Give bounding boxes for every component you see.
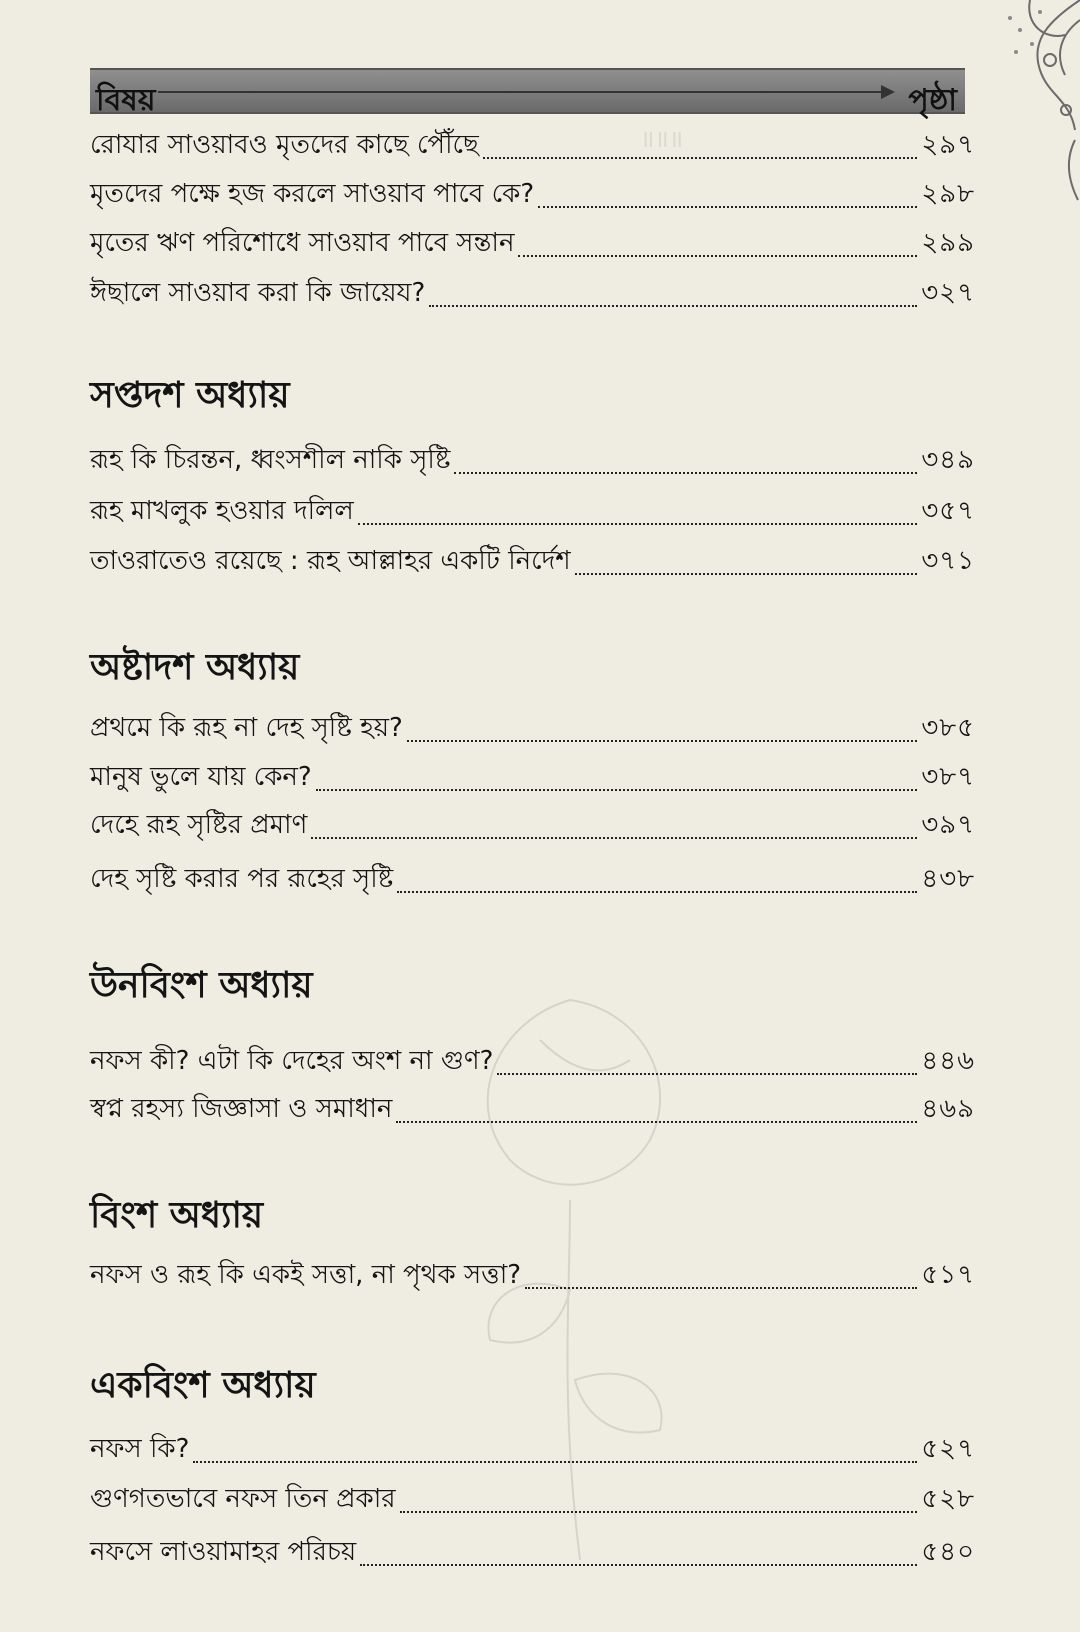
- toc-entry-title: রোযার সাওয়াবও মৃতদের কাছে পৌঁছে: [90, 130, 479, 160]
- dot-leader: [497, 1072, 917, 1075]
- toc-entry-page: ৪৪৬: [921, 1046, 975, 1076]
- toc-entry[interactable]: [90, 177, 975, 217]
- toc-entry-page: ৩৫৭: [921, 496, 975, 526]
- toc-entry-page: ২৯৮: [921, 179, 975, 209]
- toc-entry[interactable]: [90, 544, 975, 584]
- toc-entry-page: ৩৪৯: [921, 445, 975, 475]
- corner-ornament-icon: [970, 0, 1080, 210]
- dot-leader: [316, 788, 918, 791]
- toc-entry-page: ৪৩৮: [921, 864, 975, 894]
- toc-header-bar: [90, 68, 965, 118]
- toc-entry-title: রূহ মাখলুক হওয়ার দলিল: [90, 496, 354, 526]
- toc-entry-title: নফস কী? এটা কি দেহের অংশ না গুণ?: [90, 1046, 494, 1076]
- toc-entry[interactable]: [90, 1432, 975, 1472]
- chapter-heading: বিংশ অধ্যায়: [90, 1195, 264, 1236]
- dot-leader: [429, 304, 917, 307]
- chapter-heading: সপ্তদশ অধ্যায়: [90, 375, 290, 416]
- toc-entry[interactable]: [90, 1482, 975, 1522]
- toc-entry[interactable]: [90, 1092, 975, 1132]
- chapter-heading: একবিংশ অধ্যায়: [90, 1365, 316, 1406]
- dot-leader: [575, 572, 918, 575]
- toc-entry-page: ৩৮৭: [921, 762, 975, 792]
- dot-leader: [193, 1460, 917, 1463]
- dot-leader: [454, 471, 917, 474]
- toc-entry-title: ঈছালে সাওয়াব করা কি জায়েয?: [90, 278, 426, 308]
- toc-entry-title: নফস কি?: [90, 1434, 190, 1464]
- toc-entry-title: নফস ও রূহ কি একই সত্তা, না পৃথক সত্তা?: [90, 1260, 522, 1290]
- toc-entry-title: মৃতের ঋণ পরিশোধে সাওয়াব পাবে সন্তান: [90, 228, 515, 258]
- toc-entry[interactable]: [90, 226, 975, 266]
- dot-leader: [397, 890, 917, 893]
- toc-entry-title: মৃতদের পক্ষে হজ করলে সাওয়াব পাবে কে?: [90, 179, 535, 209]
- dot-leader: [538, 205, 917, 208]
- toc-entry-title: মানুষ ভুলে যায় কেন?: [90, 762, 312, 792]
- dot-leader: [525, 1286, 917, 1289]
- toc-entry-title: তাওরাতেও রয়েছে : রূহ আল্লাহর একটি নির্দেশ: [90, 546, 571, 576]
- toc-entry-page: ২৯৭: [921, 130, 975, 160]
- toc-entry-page: ৫১৭: [921, 1260, 975, 1290]
- toc-entry-title: প্রথমে কি রূহ না দেহ সৃষ্টি হয়?: [90, 713, 403, 743]
- toc-entry-page: ৩২৭: [921, 278, 975, 308]
- toc-entry-page: ৫২৮: [921, 1484, 975, 1514]
- toc-entry[interactable]: [90, 760, 975, 800]
- toc-entry-title: গুণগতভাবে নফস তিন প্রকার: [90, 1484, 396, 1514]
- dot-leader: [396, 1120, 917, 1123]
- page-column-label: পৃষ্ঠা: [908, 83, 957, 118]
- toc-entry[interactable]: [90, 128, 975, 168]
- toc-entry[interactable]: [90, 276, 975, 316]
- toc-entry[interactable]: [90, 443, 975, 483]
- toc-entry-title: দেহ সৃষ্টি করার পর রূহের সৃষ্টি: [90, 864, 394, 894]
- toc-entry[interactable]: [90, 1044, 975, 1084]
- toc-entry[interactable]: [90, 862, 975, 902]
- dot-leader: [400, 1510, 918, 1513]
- toc-entry-page: ৩৭১: [921, 546, 975, 576]
- toc-entry-page: ৩৯৭: [921, 810, 975, 840]
- dot-leader: [360, 1563, 917, 1566]
- toc-entry-page: ৫২৭: [921, 1434, 975, 1464]
- toc-entry[interactable]: [90, 808, 975, 848]
- toc-entry-title: নফসে লাওয়ামাহর পরিচয়: [90, 1537, 357, 1567]
- toc-entry[interactable]: [90, 1258, 975, 1298]
- dot-leader: [407, 739, 918, 742]
- toc-entry-title: রূহ কি চিরন্তন, ধ্বংসশীল নাকি সৃষ্টি: [90, 445, 451, 475]
- toc-entry-page: ৪৬৯: [921, 1094, 975, 1124]
- chapter-heading: অষ্টাদশ অধ্যায়: [90, 647, 300, 688]
- toc-entry[interactable]: [90, 1535, 975, 1575]
- dot-leader: [483, 156, 918, 159]
- dot-leader: [518, 254, 917, 257]
- toc-entry-page: ৩৮৫: [921, 713, 975, 743]
- subject-column-label: বিষয়: [96, 83, 156, 118]
- chapter-heading: উনবিংশ অধ্যায়: [90, 965, 313, 1006]
- toc-entry[interactable]: [90, 494, 975, 534]
- dot-leader: [358, 522, 918, 525]
- toc-entry-page: ২৯৯: [921, 228, 975, 258]
- dot-leader: [311, 836, 917, 839]
- toc-entry-title: স্বপ্ন রহস্য জিজ্ঞাসা ও সমাধান: [90, 1094, 393, 1124]
- toc-entry-page: ৫৪০: [921, 1537, 975, 1567]
- right-arrow-icon: [158, 91, 883, 93]
- book-page: ॥॥॥ বিষয় পৃষ্ঠা রোযার সাওয়াবও মৃতদের কাছে পৌঁছে ২৯৭ মৃতদের পক্ষে হজ করলে সাওয়াব পাবে কে? ২৯৮ মৃতের ঋণ পরিশোধে সাওয়াব পাবে সন্তান ২৯৯ ঈছালে সাওয়াব করা কি জায়েয? ৩২৭ সপ্তদশ অধ্যায় রূহ কি চিরন্তন, ধ্বংসশীল নাকি সৃষ্টি ৩৪৯ রূহ মাখলুক হওয়ার দলিল ৩৫৭ তাওরাতেও রয়েছে : রূহ আল্লাহর একটি নির্দেশ ৩৭১ অষ্টাদশ অধ্যায় প্রথমে কি রূহ না দেহ সৃষ্টি হয়? ৩৮৫ মানুষ ভুলে যায় কেন? ৩৮৭ দেহে রূহ সৃষ্টির প্রমাণ ৩৯৭ দেহ সৃষ্টি করার পর রূহের সৃষ্টি ৪৩৮ উনবিংশ অধ্যায় নফস কী? এটা কি দেহের অংশ না গুণ? ৪৪৬ স্বপ্ন রহস্য জিজ্ঞাসা ও সমাধান ৪৬৯ বিংশ অধ্যায় নফস ও রূহ কি একই সত্তা, না পৃথক সত্তা? ৫১৭ একবিংশ অধ্যায় নফস কি? ৫২৭ গুণগতভাবে নফস তিন প্রকার ৫২৮ নফসে লাওয়ামাহর পরিচয় ৫৪০: [0, 0, 1080, 1632]
- toc-entry-title: দেহে রূহ সৃষ্টির প্রমাণ: [90, 810, 308, 840]
- toc-entry[interactable]: [90, 711, 975, 751]
